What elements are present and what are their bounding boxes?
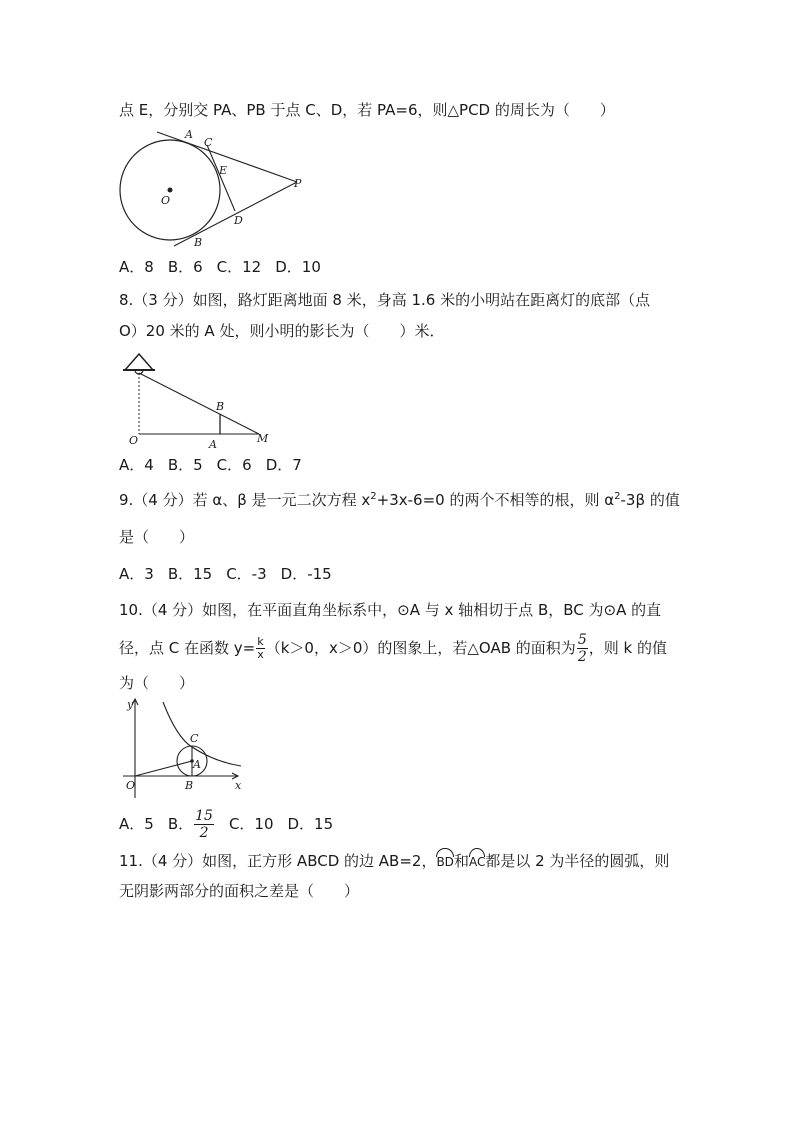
- q10-figure: [119, 696, 245, 806]
- label-p: P: [294, 177, 302, 190]
- q8-figure: [119, 346, 279, 456]
- q9-options: [119, 564, 346, 584]
- q9-option-b[interactable]: B．15: [167, 565, 213, 583]
- q10-line-2: [119, 632, 667, 665]
- q10-text-b: （k＞0，x＞0）的图象上，若△OAB 的面积为: [265, 639, 576, 657]
- q9-text-c: -3β 的值: [620, 491, 680, 509]
- k-over-x-fraction: [256, 636, 265, 661]
- fraction-numerator: 15: [195, 808, 213, 824]
- arc-ac: AC: [469, 848, 485, 872]
- q8-option-a[interactable]: A．4: [119, 456, 154, 474]
- label-x: x: [235, 779, 242, 792]
- q8-option-d[interactable]: D．7: [265, 456, 302, 474]
- q8-line-2: O）20 米的 A 处，则小明的影长为（ ）米．: [119, 322, 445, 340]
- q7-stem: 点 E，分别交 PA、PB 于点 C、D，若 PA=6，则△PCD 的周长为（ ）: [119, 101, 615, 119]
- label-o: O: [129, 434, 139, 447]
- five-halves-fraction: [577, 632, 588, 665]
- q11-text-a: 11.（4 分）如图，正方形 ABCD 的边 AB=2，: [119, 852, 437, 870]
- label-a: A: [209, 438, 217, 451]
- q7-figure: [119, 128, 309, 254]
- q7-option-b[interactable]: B．6: [167, 258, 203, 276]
- fraction-denominator: x: [257, 648, 264, 661]
- arc-bd: BD: [436, 848, 453, 872]
- q10-line-3: 为（ ）: [119, 674, 195, 692]
- q8-line-1: 8.（3 分）如图，路灯距离地面 8 米，身高 1.6 米的小明站在距离灯的底部（点: [119, 291, 651, 309]
- fraction-numerator: 5: [577, 632, 587, 648]
- q10-line-1: 10.（4 分）如图，在平面直角坐标系中，⊙A 与 x 轴相切于点 B，BC 为⊙A 的直: [119, 601, 662, 619]
- label-c: C: [190, 732, 199, 745]
- q11-text-b: 都是以 2 为半径的圆弧，则: [485, 852, 670, 870]
- q11-line-1: [119, 848, 669, 872]
- q9-option-a[interactable]: A．3: [119, 565, 154, 583]
- label-a: A: [193, 758, 201, 771]
- label-d: D: [234, 214, 243, 227]
- q7-option-c[interactable]: C．12: [216, 258, 262, 276]
- q9-text-a: 9.（4 分）若 α、β 是一元二次方程 x: [119, 491, 371, 509]
- label-e: E: [219, 164, 228, 177]
- q9-option-c[interactable]: C．-3: [226, 565, 267, 583]
- label-b: B: [194, 236, 203, 249]
- q10-option-d[interactable]: D．15: [287, 815, 334, 833]
- q8-option-c[interactable]: C．6: [216, 456, 252, 474]
- light-ray: [139, 373, 259, 434]
- q10-option-c[interactable]: C．10: [228, 815, 274, 833]
- q7-option-a[interactable]: A．8: [119, 258, 154, 276]
- q9-text-b: +3x-6=0 的两个不相等的根，则 α: [376, 491, 615, 509]
- q9-line-1: [119, 490, 680, 510]
- fraction-denominator: 2: [577, 649, 587, 665]
- coordinate-circle-diagram: [119, 696, 245, 802]
- street-lamp-diagram: [119, 346, 279, 452]
- q10-option-b[interactable]: [168, 806, 215, 842]
- q9-line-2: 是（ ）: [119, 528, 195, 546]
- label-m: M: [257, 432, 269, 445]
- q8-option-b[interactable]: B．5: [167, 456, 203, 474]
- q9-exponent-2: 2: [614, 491, 621, 502]
- label-o: O: [126, 779, 136, 792]
- label-y: y: [127, 698, 134, 711]
- fifteen-halves-fraction: [194, 808, 214, 841]
- q10-option-b-label: B．: [167, 815, 194, 833]
- label-o: O: [161, 194, 171, 207]
- hyperbola-curve: [163, 702, 241, 766]
- label-b: B: [185, 779, 194, 792]
- q9-exponent-1: 2: [370, 491, 377, 502]
- label-c: C: [204, 136, 213, 149]
- q7-option-d[interactable]: D．10: [275, 258, 321, 276]
- fraction-denominator: 2: [199, 825, 209, 841]
- q11-line-2: 无阴影两部分的面积之差是（ ）: [119, 882, 360, 900]
- q10-options: [119, 806, 347, 842]
- q9-option-d[interactable]: D．-15: [280, 565, 332, 583]
- lamp-shade: [125, 354, 153, 370]
- q7-options: [119, 257, 335, 277]
- label-a: A: [185, 128, 193, 141]
- q10-option-a[interactable]: A．5: [119, 815, 154, 833]
- fraction-numerator: k: [257, 635, 264, 648]
- center-dot: [168, 188, 173, 193]
- q11-and: 和: [453, 852, 469, 870]
- circle-tangent-diagram: [119, 128, 309, 250]
- q10-text-c: ，则 k 的值: [588, 639, 667, 657]
- label-b: B: [216, 400, 225, 413]
- q8-options: [119, 455, 316, 475]
- q10-text-a: 径，点 C 在函数 y=: [119, 639, 256, 657]
